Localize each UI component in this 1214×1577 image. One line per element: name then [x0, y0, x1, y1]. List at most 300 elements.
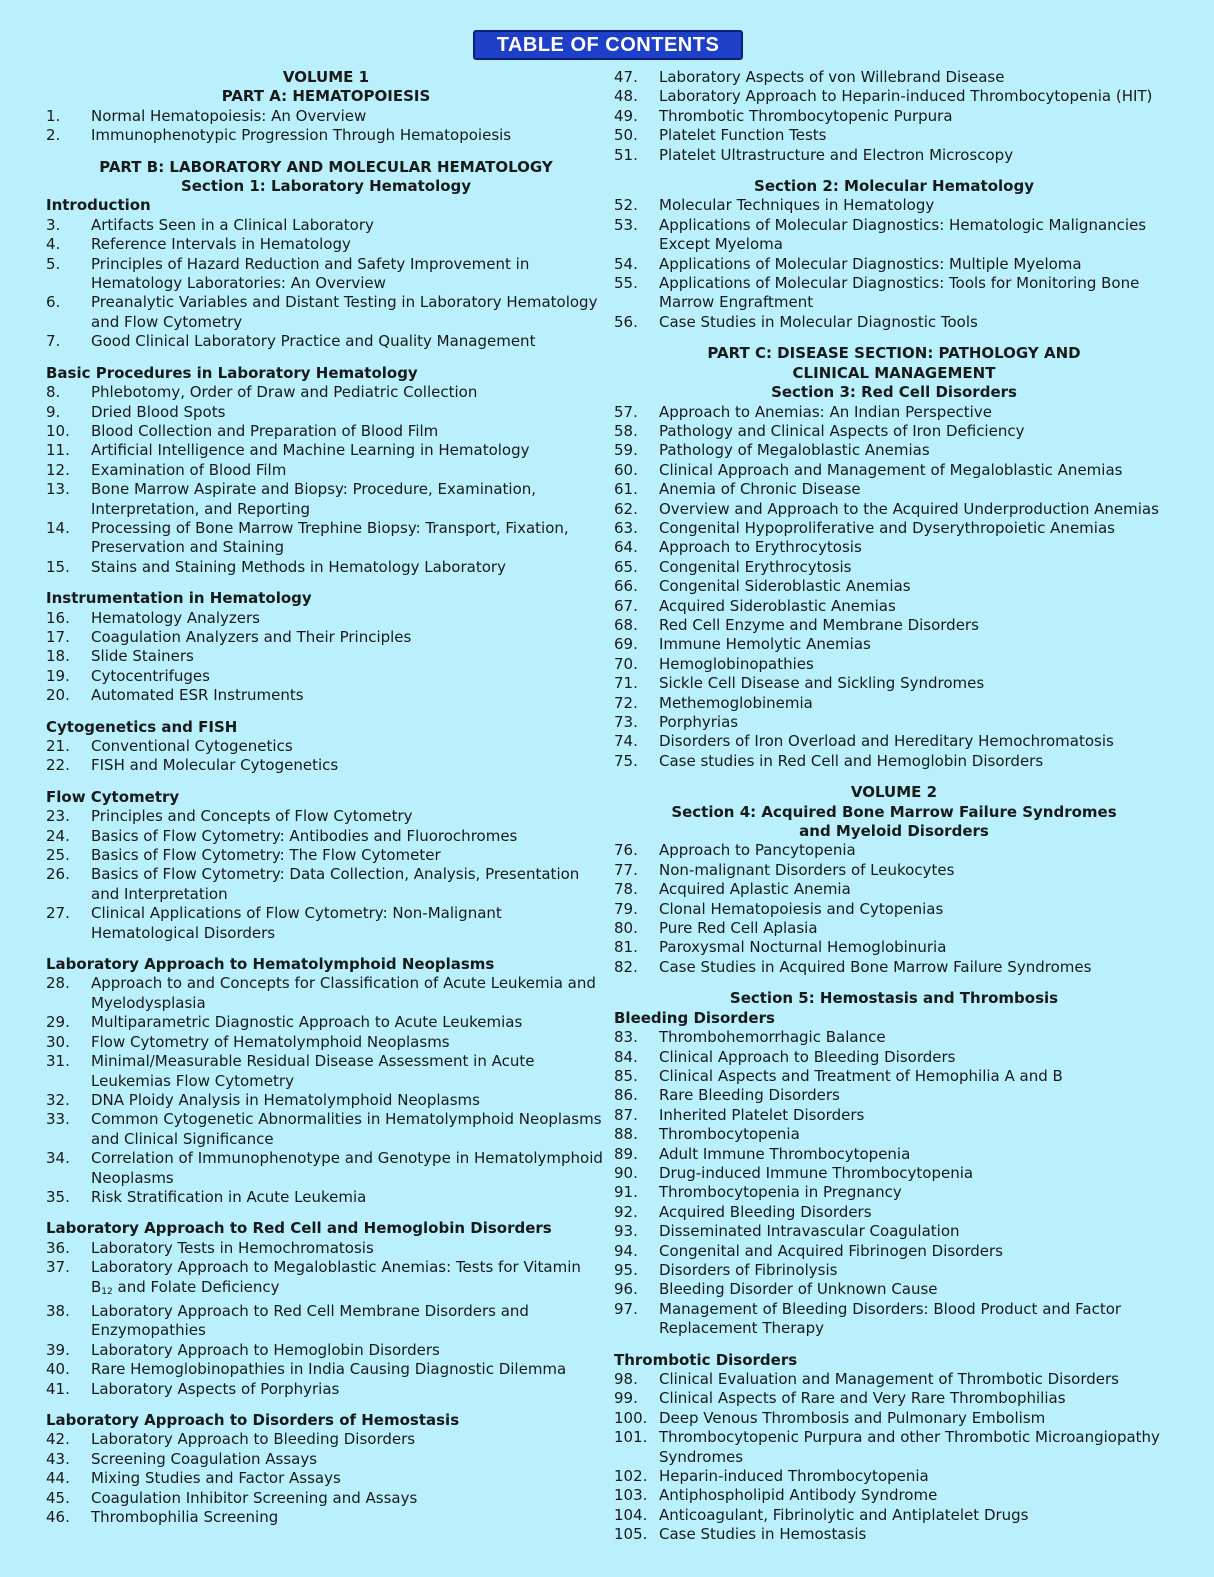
toc-entry: [614, 1222, 1174, 1241]
chapter-title: Thrombophilia Screening: [91, 1508, 279, 1527]
toc-entry: [46, 1110, 606, 1149]
toc-entry: [614, 274, 1174, 313]
chapter-title: Case studies in Red Cell and Hemoglobin Disorders: [659, 751, 1044, 770]
chapter-title: Minimal/Measurable Residual Disease Assessment in Acute Leukemias Flow Cytometry: [91, 1052, 535, 1090]
toc-entry: [46, 1360, 606, 1379]
chapter-title: Slide Stainers: [91, 647, 194, 666]
chapter-title: Laboratory Approach to Bleeding Disorders: [91, 1430, 416, 1449]
toc-entry: [46, 558, 606, 577]
chapter-title: Applications of Molecular Diagnostics: Hematologic Malignancies Except Myeloma: [659, 215, 1147, 254]
section-gap: [614, 771, 1174, 783]
chapter-title: Bleeding Disorder of Unknown Cause: [659, 1280, 938, 1299]
chapter-number: 91.: [614, 1183, 638, 1202]
toc-entry: [46, 1302, 606, 1341]
chapter-number: 21.: [46, 737, 70, 755]
section-heading: Section 5: Hemostasis and Thrombosis: [729, 989, 1059, 1008]
chapter-number: 37.: [46, 1258, 70, 1277]
toc-entry: [46, 686, 606, 705]
toc-entry: [614, 1203, 1174, 1222]
toc-entry: [614, 713, 1174, 732]
toc-entry: [46, 441, 606, 460]
toc-entry: [614, 1048, 1174, 1067]
section-heading: Bleeding Disorders: [614, 1008, 775, 1027]
chapter-number: 27.: [46, 904, 70, 923]
chapter-number: 26.: [46, 865, 70, 884]
chapter-title: Laboratory Approach to Hemoglobin Disorders: [91, 1340, 440, 1359]
section-gap: [46, 1399, 606, 1411]
toc-entry: [614, 1164, 1174, 1183]
section-heading: PART C: DISEASE SECTION: PATHOLOGY AND: [707, 344, 1081, 363]
toc-entry: [614, 1506, 1174, 1525]
chapter-number: 1.: [46, 106, 61, 125]
toc-entry: [46, 609, 606, 628]
chapter-title: Thrombohemorrhagic Balance: [659, 1028, 886, 1047]
toc-entry: [614, 841, 1174, 860]
chapter-number: 98.: [614, 1370, 638, 1388]
toc-entry: [614, 880, 1174, 899]
chapter-number: 104.: [614, 1505, 648, 1524]
chapter-title: Coagulation Analyzers and Their Principles: [91, 627, 412, 646]
chapter-number: 32.: [46, 1090, 70, 1109]
section-heading: VOLUME 2: [850, 783, 938, 802]
chapter-number: 38.: [46, 1301, 70, 1320]
chapter-title: Principles and Concepts of Flow Cytometry: [91, 807, 413, 826]
toc-entry: [614, 1280, 1174, 1299]
chapter-number: 90.: [614, 1163, 638, 1182]
chapter-title: Red Cell Enzyme and Membrane Disorders: [659, 615, 979, 634]
chapter-title: Thrombocytopenic Purpura and other Thrombotic Microangiopathy Syndromes: [659, 1428, 1160, 1466]
section-gap: [46, 146, 606, 158]
toc-entry: [614, 538, 1174, 557]
chapter-number: 59.: [614, 441, 638, 460]
chapter-number: 56.: [614, 312, 638, 331]
toc-entry: [614, 146, 1174, 165]
section-gap: [614, 977, 1174, 989]
chapter-number: 25.: [46, 846, 70, 865]
toc-entry: [614, 655, 1174, 674]
chapter-title: Coagulation Inhibitor Screening and Assays: [91, 1488, 418, 1507]
chapter-number: 99.: [614, 1389, 638, 1408]
chapter-number: 54.: [614, 254, 638, 273]
toc-entry: [614, 1106, 1174, 1125]
toc-entry: [614, 1389, 1174, 1408]
chapter-title: Deep Venous Thrombosis and Pulmonary Embolism: [659, 1408, 1046, 1427]
toc-entry: [614, 68, 1174, 87]
chapter-number: 30.: [46, 1032, 70, 1051]
chapter-number: 51.: [614, 145, 638, 164]
toc-entry: [46, 1380, 606, 1399]
chapter-number: 17.: [46, 627, 70, 646]
chapter-number: 49.: [614, 106, 638, 125]
chapter-number: 15.: [46, 557, 70, 576]
chapter-title: Risk Stratification in Acute Leukemia: [91, 1187, 367, 1206]
chapter-number: 53.: [614, 215, 638, 234]
chapter-number: 60.: [614, 460, 638, 479]
chapter-number: 58.: [614, 421, 638, 440]
section-heading: VOLUME 1: [282, 68, 370, 86]
chapter-title: Case Studies in Acquired Bone Marrow Failure Syndromes: [659, 957, 1092, 976]
toc-entry: [46, 126, 606, 145]
chapter-title: Stains and Staining Methods in Hematology Laboratory: [91, 557, 506, 576]
chapter-number: 62.: [614, 499, 638, 518]
chapter-number: 10.: [46, 421, 70, 440]
chapter-number: 64.: [614, 538, 638, 557]
chapter-number: 76.: [614, 841, 638, 860]
chapter-number: 6.: [46, 293, 61, 312]
toc-entry: [614, 732, 1174, 751]
toc-entry: [614, 461, 1174, 480]
chapter-title: Conventional Cytogenetics: [91, 737, 293, 755]
chapter-number: 94.: [614, 1241, 638, 1260]
chapter-title: Screening Coagulation Assays: [91, 1449, 318, 1468]
chapter-title: FISH and Molecular Cytogenetics: [91, 756, 339, 775]
toc-entry: [614, 126, 1174, 145]
section-heading: Laboratory Approach to Disorders of Hemostasis: [46, 1411, 460, 1429]
chapter-number: 79.: [614, 899, 638, 918]
chapter-title: Molecular Techniques in Hematology: [659, 196, 935, 215]
chapter-title: Automated ESR Instruments: [91, 686, 304, 705]
toc-entry: [46, 1508, 606, 1527]
section-gap: [46, 776, 606, 788]
toc-entry: [614, 1486, 1174, 1505]
section-gap: [614, 1339, 1174, 1351]
toc-entry: [46, 1430, 606, 1449]
chapter-number: 63.: [614, 518, 638, 537]
section-heading: PART A: HEMATOPOIESIS: [221, 87, 431, 106]
toc-entry: [614, 1525, 1174, 1544]
chapter-title: Acquired Sideroblastic Anemias: [659, 596, 896, 615]
chapter-title: Basics of Flow Cytometry: The Flow Cytometer: [91, 846, 441, 865]
chapter-number: 84.: [614, 1047, 638, 1066]
chapter-number: 3.: [46, 215, 61, 234]
chapter-number: 55.: [614, 274, 638, 293]
chapter-title: DNA Ploidy Analysis in Hematolymphoid Neoplasms: [91, 1090, 480, 1109]
section-heading: Instrumentation in Hematology: [46, 589, 312, 608]
toc-entry: [614, 441, 1174, 460]
chapter-number: 77.: [614, 860, 638, 879]
chapter-number: 42.: [46, 1430, 70, 1449]
section-gap: [46, 706, 606, 718]
chapter-title: Case Studies in Molecular Diagnostic Tools: [659, 312, 978, 331]
toc-column-left: [46, 68, 606, 1527]
chapter-title: Applications of Molecular Diagnostics: Tools for Monitoring Bone Marrow Engraftment: [659, 274, 1140, 312]
chapter-number: 65.: [614, 557, 638, 576]
chapter-title: Anemia of Chronic Disease: [659, 480, 861, 499]
toc-entry: [614, 1370, 1174, 1389]
chapter-title: Congenital Erythrocytosis: [659, 557, 852, 576]
section-gap: [46, 1207, 606, 1219]
chapter-number: 92.: [614, 1202, 638, 1221]
chapter-title: Methemoglobinemia: [659, 693, 813, 712]
chapter-title: Heparin-induced Thrombocytopenia: [659, 1467, 929, 1486]
chapter-number: 103.: [614, 1486, 648, 1505]
chapter-number: 40.: [46, 1360, 70, 1379]
chapter-number: 69.: [614, 635, 638, 654]
toc-entry: [46, 1188, 606, 1207]
chapter-number: 47.: [614, 68, 638, 86]
chapter-title: Laboratory Aspects of von Willebrand Disease: [659, 68, 1005, 86]
chapter-title: Pathology and Clinical Aspects of Iron Deficiency: [659, 421, 1025, 440]
toc-entry: [614, 107, 1174, 126]
chapter-title: Acquired Aplastic Anemia: [659, 880, 851, 899]
chapter-number: 61.: [614, 480, 638, 499]
chapter-number: 33.: [46, 1110, 70, 1129]
chapter-number: 71.: [614, 674, 638, 693]
chapter-title: Laboratory Approach to Red Cell Membrane Disorders and Enzymopathies: [91, 1301, 529, 1340]
chapter-number: 82.: [614, 957, 638, 976]
chapter-title: Rare Bleeding Disorders: [659, 1086, 840, 1105]
toc-entry: [614, 1242, 1174, 1261]
chapter-title: Reference Intervals in Hematology: [91, 235, 351, 254]
toc-entry: [614, 1428, 1174, 1467]
chapter-number: 7.: [46, 332, 61, 351]
chapter-title: Processing of Bone Marrow Trephine Biopsy: Transport, Fixation, Preservation and Staining: [91, 518, 569, 557]
chapter-title: Mixing Studies and Factor Assays: [91, 1469, 341, 1488]
chapter-number: 29.: [46, 1013, 70, 1032]
toc-entry: [46, 1258, 606, 1302]
chapter-number: 68.: [614, 615, 638, 634]
chapter-title: Disorders of Iron Overload and Hereditary Hemochromatosis: [659, 732, 1114, 751]
chapter-title: Bone Marrow Aspirate and Biopsy: Procedure, Examination, Interpretation, and Reporting: [91, 480, 537, 518]
toc-entry: [46, 628, 606, 647]
chapter-title: Approach to and Concepts for Classification of Acute Leukemia and Myelodysplasia: [91, 974, 596, 1012]
section-gap: [614, 332, 1174, 344]
chapter-number: 95.: [614, 1260, 638, 1279]
toc-entry: [46, 107, 606, 126]
chapter-title: Thrombotic Thrombocytopenic Purpura: [659, 106, 953, 125]
chapter-number: 70.: [614, 654, 638, 673]
toc-entry: [614, 87, 1174, 106]
toc-entry: [614, 900, 1174, 919]
subscript: 12: [101, 1286, 113, 1297]
toc-column-right: [614, 68, 1174, 1545]
chapter-title: Laboratory Tests in Hemochromatosis: [91, 1238, 374, 1257]
chapter-number: 14.: [46, 518, 70, 537]
toc-entry: [614, 558, 1174, 577]
chapter-title: Clonal Hematopoiesis and Cytopenias: [659, 899, 944, 918]
chapter-title: Laboratory Approach to Heparin-induced Thrombocytopenia (HIT): [659, 87, 1153, 106]
toc-entry: [46, 1052, 606, 1091]
section-gap: [46, 352, 606, 364]
chapter-title: Sickle Cell Disease and Sickling Syndromes: [659, 674, 985, 693]
chapter-title: Drug-induced Immune Thrombocytopenia: [659, 1163, 974, 1182]
toc-entry: [614, 216, 1174, 255]
toc-entry: [614, 694, 1174, 713]
chapter-title: Porphyrias: [659, 713, 739, 731]
toc-entry: [614, 422, 1174, 441]
toc-entry: [46, 332, 606, 351]
chapter-number: 96.: [614, 1280, 638, 1299]
chapter-number: 41.: [46, 1379, 70, 1398]
toc-entry: [614, 674, 1174, 693]
toc-entry: [614, 1300, 1174, 1339]
toc-entry: [46, 235, 606, 254]
chapter-title: Phlebotomy, Order of Draw and Pediatric Collection: [91, 383, 478, 402]
chapter-title: Platelet Ultrastructure and Electron Microscopy: [659, 145, 1014, 164]
chapter-title: Clinical Approach to Bleeding Disorders: [659, 1047, 956, 1066]
chapter-number: 105.: [614, 1525, 648, 1544]
section-heading: Section 3: Red Cell Disorders: [771, 383, 1017, 402]
chapter-number: 72.: [614, 693, 638, 712]
chapter-title: Case Studies in Hemostasis: [659, 1525, 867, 1544]
toc-entry: [614, 403, 1174, 422]
chapter-number: 8.: [46, 383, 61, 402]
chapter-title: Immune Hemolytic Anemias: [659, 635, 871, 654]
section-heading: Laboratory Approach to Red Cell and Hemoglobin Disorders: [46, 1219, 552, 1238]
chapter-title: Correlation of Immunophenotype and Genotype in Hematolymphoid Neoplasms: [91, 1149, 603, 1187]
chapter-title: Antiphospholipid Antibody Syndrome: [659, 1486, 938, 1505]
chapter-title: Congenital Hypoproliferative and Dyserythropoietic Anemias: [659, 518, 1115, 537]
toc-entry: [46, 480, 606, 519]
section-gap: [46, 943, 606, 955]
chapter-title: Inherited Platelet Disorders: [659, 1105, 865, 1124]
chapter-title: Applications of Molecular Diagnostics: Multiple Myeloma: [659, 254, 1082, 273]
toc-entry: [46, 255, 606, 294]
chapter-number: 34.: [46, 1149, 70, 1168]
chapter-title: Adult Immune Thrombocytopenia: [659, 1144, 911, 1163]
toc-entry: [614, 1086, 1174, 1105]
section-heading: Section 4: Acquired Bone Marrow Failure Syndromes: [671, 802, 1117, 821]
toc-entry: [46, 865, 606, 904]
toc-entry: [46, 1149, 606, 1188]
toc-entry: [46, 904, 606, 943]
chapter-title: Clinical Applications of Flow Cytometry: Non-Malignant Hematological Disorders: [91, 904, 502, 942]
chapter-title: Management of Bleeding Disorders: Blood Product and Factor Replacement Therapy: [659, 1299, 1122, 1338]
chapter-number: 87.: [614, 1105, 638, 1124]
toc-entry: [614, 519, 1174, 538]
section-heading: Flow Cytometry: [46, 787, 180, 806]
section-heading: and Myeloid Disorders: [799, 822, 989, 841]
toc-entry: [46, 737, 606, 756]
chapter-title: Paroxysmal Nocturnal Hemoglobinuria: [659, 938, 947, 957]
chapter-number: 93.: [614, 1222, 638, 1241]
chapter-number: 12.: [46, 460, 70, 479]
chapter-title: Basics of Flow Cytometry: Antibodies and Fluorochromes: [91, 826, 518, 845]
toc-entry: [46, 1469, 606, 1488]
toc-entry: [46, 1450, 606, 1469]
section-heading: CLINICAL MANAGEMENT: [792, 363, 996, 382]
chapter-number: 50.: [614, 126, 638, 145]
chapter-number: 22.: [46, 756, 70, 775]
toc-entry: [46, 461, 606, 480]
toc-entry: [614, 616, 1174, 635]
chapter-number: 35.: [46, 1187, 70, 1206]
chapter-number: 74.: [614, 732, 638, 751]
toc-entry: [46, 827, 606, 846]
toc-entry: [46, 519, 606, 558]
chapter-number: 81.: [614, 938, 638, 957]
chapter-title: Clinical Aspects and Treatment of Hemophilia A and B: [659, 1066, 1063, 1085]
chapter-title: Blood Collection and Preparation of Blood Film: [91, 421, 439, 440]
chapter-title: Good Clinical Laboratory Practice and Quality Management: [91, 332, 536, 351]
section-heading: PART B: LABORATORY AND MOLECULAR HEMATOLOGY: [99, 157, 553, 176]
toc-entry: [614, 635, 1174, 654]
chapter-number: 4.: [46, 235, 61, 254]
chapter-title: Artifacts Seen in a Clinical Laboratory: [91, 215, 374, 234]
toc-entry: [46, 1033, 606, 1052]
chapter-number: 36.: [46, 1238, 70, 1257]
chapter-number: 20.: [46, 686, 70, 705]
toc-entry: [46, 293, 606, 332]
chapter-title: Preanalytic Variables and Distant Testing in Laboratory Hematology and Flow Cytometry: [91, 293, 598, 331]
chapter-number: 45.: [46, 1488, 70, 1507]
toc-entry: [46, 403, 606, 422]
chapter-number: 9.: [46, 402, 61, 421]
chapter-number: 11.: [46, 441, 70, 460]
chapter-title: Non-malignant Disorders of Leukocytes: [659, 860, 955, 879]
chapter-number: 43.: [46, 1449, 70, 1468]
section-gap: [46, 577, 606, 589]
chapter-number: 67.: [614, 596, 638, 615]
chapter-title: Principles of Hazard Reduction and Safety Improvement in Hematology Laboratories: An Overview: [91, 254, 530, 293]
toc-entry: [614, 1183, 1174, 1202]
chapter-number: 39.: [46, 1340, 70, 1359]
chapter-number: 19.: [46, 666, 70, 685]
chapter-title: Platelet Function Tests: [659, 126, 827, 145]
toc-entry: [46, 1239, 606, 1258]
chapter-number: 28.: [46, 974, 70, 993]
chapter-number: 48.: [614, 87, 638, 106]
chapter-title: Congenital and Acquired Fibrinogen Disorders: [659, 1241, 1003, 1260]
toc-entry: [46, 647, 606, 666]
toc-entry: [614, 1067, 1174, 1086]
chapter-number: 101.: [614, 1428, 648, 1447]
chapter-title: Clinical Approach and Management of Megaloblastic Anemias: [659, 460, 1123, 479]
chapter-title: Cytocentrifuges: [91, 666, 210, 685]
chapter-title: Multiparametric Diagnostic Approach to Acute Leukemias: [91, 1013, 523, 1032]
chapter-number: 66.: [614, 577, 638, 596]
chapter-title: Clinical Aspects of Rare and Very Rare Thrombophilias: [659, 1389, 1066, 1408]
chapter-title: Laboratory Aspects of Porphyrias: [91, 1379, 340, 1398]
chapter-title: Thrombocytopenia in Pregnancy: [659, 1183, 902, 1202]
toc-entry: [614, 919, 1174, 938]
chapter-title: Common Cytogenetic Abnormalities in Hematolymphoid Neoplasms and Clinical Significance: [91, 1110, 602, 1148]
section-heading: Thrombotic Disorders: [614, 1350, 798, 1369]
page-title: TABLE OF CONTENTS: [473, 30, 743, 60]
chapter-number: 75.: [614, 751, 638, 770]
chapter-title: Flow Cytometry of Hematolymphoid Neoplasms: [91, 1032, 450, 1051]
toc-entry: [46, 1341, 606, 1360]
chapter-title: Congenital Sideroblastic Anemias: [659, 577, 911, 596]
toc-entry: [614, 1467, 1174, 1486]
toc-entry: [614, 1125, 1174, 1144]
chapter-number: 102.: [614, 1467, 648, 1486]
chapter-title: Dried Blood Spots: [91, 402, 226, 421]
toc-entry: [614, 938, 1174, 957]
chapter-title: Disorders of Fibrinolysis: [659, 1260, 838, 1279]
chapter-title: Approach to Pancytopenia: [659, 841, 856, 860]
chapter-title: Immunophenotypic Progression Through Hematopoiesis: [91, 126, 512, 145]
chapter-title: Hemoglobinopathies: [659, 654, 814, 673]
toc-entry: [614, 313, 1174, 332]
chapter-number: 100.: [614, 1408, 648, 1427]
section-heading: Introduction: [46, 196, 151, 215]
chapter-title: Disseminated Intravascular Coagulation: [659, 1222, 960, 1241]
toc-entry: [614, 752, 1174, 771]
toc-entry: [614, 1409, 1174, 1428]
toc-entry: [46, 1013, 606, 1032]
chapter-title: Basics of Flow Cytometry: Data Collection, Analysis, Presentation and Interpretation: [91, 865, 580, 903]
chapter-number: 46.: [46, 1508, 70, 1527]
toc-entry: [614, 1028, 1174, 1047]
chapter-number: 13.: [46, 480, 70, 499]
toc-entry: [614, 255, 1174, 274]
chapter-number: 88.: [614, 1125, 638, 1144]
chapter-number: 24.: [46, 826, 70, 845]
chapter-title: Artificial Intelligence and Machine Learning in Hematology: [91, 441, 530, 460]
chapter-title: Overview and Approach to the Acquired Underproduction Anemias: [659, 499, 1159, 518]
chapter-number: 80.: [614, 919, 638, 938]
